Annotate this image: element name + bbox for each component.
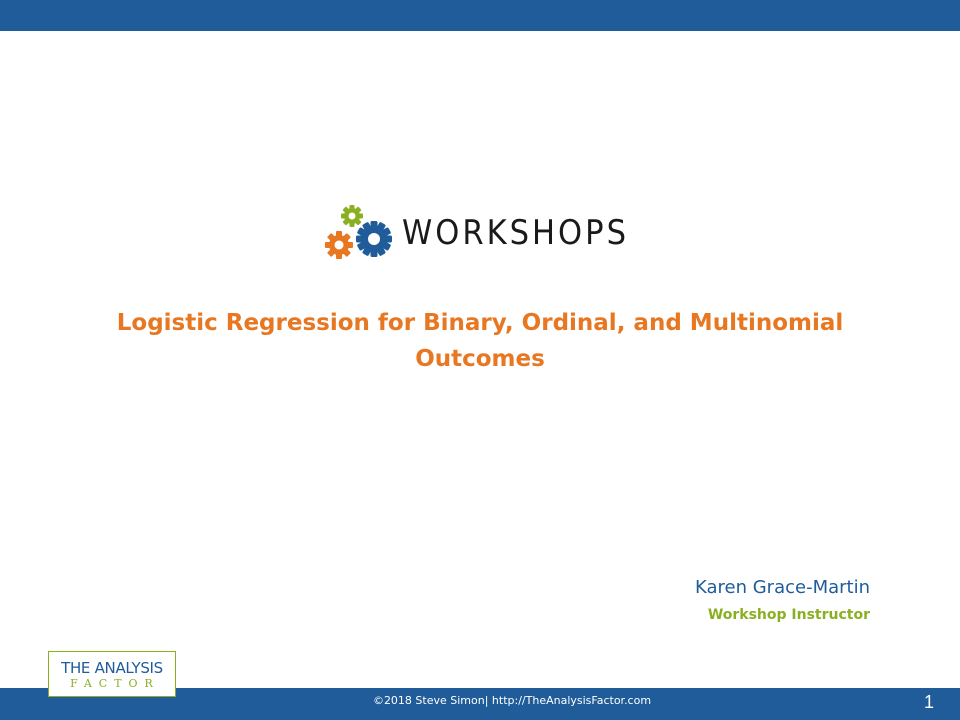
small-green-gear-icon [341,205,363,227]
presenter-role: Workshop Instructor [707,607,870,623]
presenter-block [695,576,870,623]
slide-title-line1: Logistic Regression for Binary, Ordinal, and Multinomial [116,310,844,336]
top-accent-bar [0,0,960,31]
footer-copyright: ©2018 Steve Simon| http://TheAnalysisFactor.com [372,694,652,707]
analysis-factor-logo [48,651,176,697]
brand-line1: THE ANALYSIS [61,659,163,677]
workshops-logo [324,202,629,264]
gears-icon [324,202,396,264]
brand-line2: FACTOR [70,677,160,690]
orange-gear-icon [325,231,353,259]
slide-title-line2: Outcomes [415,346,545,372]
logo-text: WORKSHOPS [402,213,629,253]
blue-gear-icon [356,221,392,257]
presenter-name: Karen Grace-Martin [695,577,870,598]
slide-title [80,305,880,377]
page-number: 1 [923,692,934,712]
